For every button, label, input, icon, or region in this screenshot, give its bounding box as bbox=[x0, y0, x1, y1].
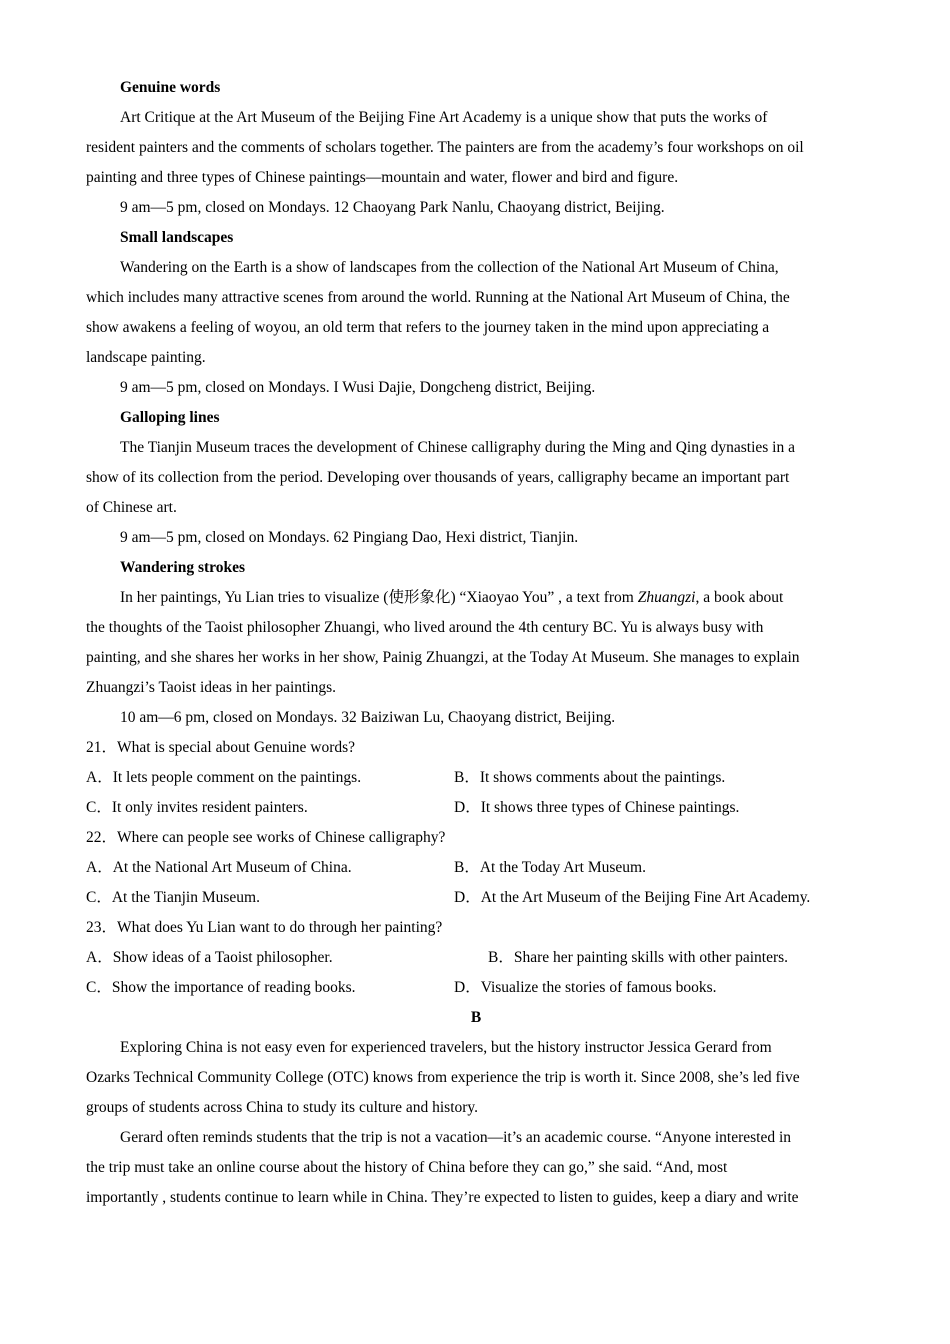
paragraph-line: painting, and she shares her works in her show, Painig Zhuangzi, at the Today At Museum. She manages to explain bbox=[86, 649, 800, 666]
options-row bbox=[86, 883, 866, 913]
paragraph-line bbox=[86, 583, 866, 613]
option-d: D．It shows three types of Chinese paintings. bbox=[454, 799, 740, 816]
section-heading-galloping-lines: Galloping lines bbox=[120, 409, 220, 426]
paragraph-line: Art Critique at the Art Museum of the Beijing Fine Art Academy is a unique show that puts the works of bbox=[120, 109, 768, 126]
paragraph-line: of Chinese art. bbox=[86, 499, 177, 516]
paragraph-line: landscape painting. bbox=[86, 349, 206, 366]
section-heading-small-landscapes: Small landscapes bbox=[120, 229, 234, 246]
question-stem: 22．Where can people see works of Chinese calligraphy? bbox=[86, 829, 446, 846]
option-b: B．At the Today Art Museum. bbox=[454, 859, 646, 876]
book-title: Zhuangzi bbox=[637, 589, 696, 606]
options-row bbox=[86, 973, 866, 1003]
option-b: B．It shows comments about the paintings. bbox=[454, 769, 726, 786]
paragraph-line: show awakens a feeling of woyou, an old term that refers to the journey taken in the mind upon appreciating a bbox=[86, 319, 770, 336]
options-row bbox=[86, 853, 866, 883]
question-stem: 21．What is special about Genuine words? bbox=[86, 739, 356, 756]
opening-info: 9 am—5 pm, closed on Mondays. 12 Chaoyang Park Nanlu, Chaoyang district, Beijing. bbox=[120, 199, 665, 216]
paragraph-line: The Tianjin Museum traces the development of Chinese calligraphy during the Ming and Qing dynasties in a bbox=[120, 439, 795, 456]
option-a: A．Show ideas of a Taoist philosopher. bbox=[86, 949, 333, 966]
paragraph-line: show of its collection from the period. Developing over thousands of years, calligraphy became an important part bbox=[86, 469, 790, 486]
paragraph-line: importantly , students continue to learn while in China. They’re expected to listen to guides, keep a diary and write bbox=[86, 1189, 799, 1206]
options-row bbox=[86, 793, 866, 823]
paragraph-line: the thoughts of the Taoist philosopher Zhuangi, who lived around the 4th century BC. Yu is always busy with bbox=[86, 619, 764, 636]
paragraph-line: the trip must take an online course about the history of China before they can go,” she said. “And, most bbox=[86, 1159, 728, 1176]
paragraph-line: Wandering on the Earth is a show of landscapes from the collection of the National Art Museum of China, bbox=[120, 259, 779, 276]
document-page bbox=[86, 73, 866, 1213]
paragraph-line: groups of students across China to study its culture and history. bbox=[86, 1099, 479, 1116]
paragraph-line: Zhuangzi’s Taoist ideas in her paintings. bbox=[86, 679, 337, 696]
text-run: In her paintings, Yu Lian tries to visualize (使形象化) “Xiaoyao You” , a text from bbox=[120, 589, 638, 606]
paragraph-line: which includes many attractive scenes from around the world. Running at the National Art Museum of China, the bbox=[86, 289, 790, 306]
paragraph-line: Ozarks Technical Community College (OTC) knows from experience the trip is worth it. Since 2008, she’s led five bbox=[86, 1069, 800, 1086]
part-label: B bbox=[470, 1009, 482, 1026]
option-d: D．At the Art Museum of the Beijing Fine Art Academy. bbox=[454, 889, 811, 906]
text-run: , a book about bbox=[695, 589, 784, 606]
opening-info: 9 am—5 pm, closed on Mondays. 62 Pingiang Dao, Hexi district, Tianjin. bbox=[120, 529, 579, 546]
question-stem: 23．What does Yu Lian want to do through her painting? bbox=[86, 919, 443, 936]
paragraph-line: painting and three types of Chinese paintings—mountain and water, flower and bird and figure. bbox=[86, 169, 679, 186]
option-d: D．Visualize the stories of famous books. bbox=[454, 979, 717, 996]
options-row bbox=[86, 763, 866, 793]
opening-info: 10 am—6 pm, closed on Mondays. 32 Baiziwan Lu, Chaoyang district, Beijing. bbox=[120, 709, 616, 726]
option-c: C．Show the importance of reading books. bbox=[86, 979, 356, 996]
option-a: A．It lets people comment on the paintings. bbox=[86, 769, 362, 786]
section-heading-wandering-strokes: Wandering strokes bbox=[120, 559, 246, 576]
section-heading-genuine-words: Genuine words bbox=[120, 79, 221, 96]
option-a: A．At the National Art Museum of China. bbox=[86, 859, 352, 876]
paragraph-line: resident painters and the comments of scholars together. The painters are from the academy’s four workshops on oil bbox=[86, 139, 804, 156]
options-row bbox=[86, 943, 866, 973]
opening-info: 9 am—5 pm, closed on Mondays. I Wusi Dajie, Dongcheng district, Beijing. bbox=[120, 379, 596, 396]
option-c: C．At the Tianjin Museum. bbox=[86, 889, 260, 906]
option-c: C．It only invites resident painters. bbox=[86, 799, 308, 816]
paragraph-line: Exploring China is not easy even for experienced travelers, but the history instructor Jessica Gerard from bbox=[120, 1039, 772, 1056]
option-b: B．Share her painting skills with other painters. bbox=[488, 949, 789, 966]
paragraph-line: Gerard often reminds students that the trip is not a vacation—it’s an academic course. “Anyone interested in bbox=[120, 1129, 792, 1146]
